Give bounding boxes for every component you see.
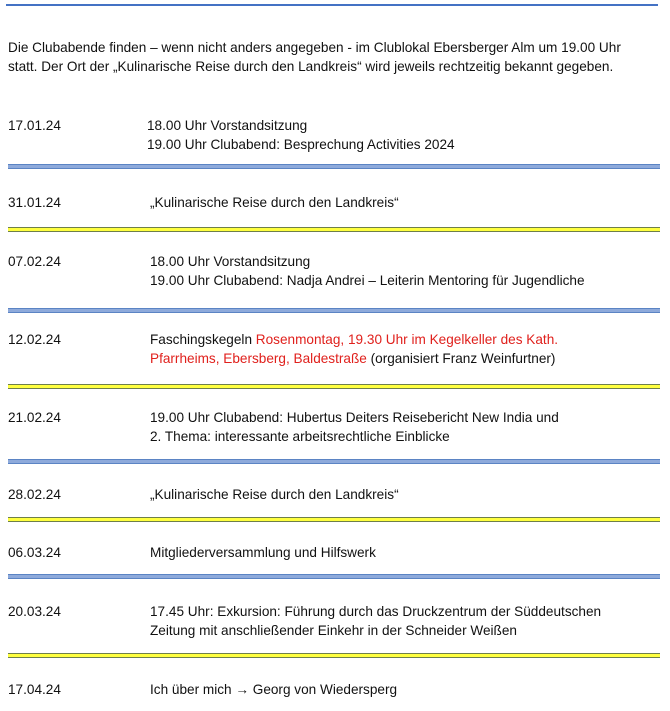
separator-blue bbox=[8, 574, 660, 579]
separator-yellow bbox=[8, 384, 660, 389]
event-line: 2. Thema: interessante arbeitsrechtliche Einblicke bbox=[150, 429, 450, 444]
event-text bbox=[147, 116, 652, 154]
event-text bbox=[150, 330, 655, 368]
event-line: Zeitung mit anschließender Einkehr in der Schneider Weißen bbox=[150, 623, 517, 638]
top-rule bbox=[6, 4, 658, 6]
separator-yellow bbox=[8, 227, 660, 232]
event-line: „Kulinarische Reise durch den Landkreis“ bbox=[150, 487, 399, 502]
event-text bbox=[150, 485, 655, 504]
event-text bbox=[150, 408, 655, 446]
event-text-suffix: (organisiert Franz Weinfurtner) bbox=[366, 351, 556, 366]
event-text-highlight: Pfarrheims, Ebersberg, Baldestraße bbox=[150, 351, 367, 366]
event-date: 07.02.24 bbox=[8, 254, 61, 269]
event-date: 31.01.24 bbox=[8, 195, 61, 210]
event-text-highlight: Rosenmontag, 19.30 Uhr im Kegelkeller des Kath. bbox=[255, 332, 559, 347]
event-text bbox=[150, 680, 655, 699]
event-line: „Kulinarische Reise durch den Landkreis“ bbox=[150, 195, 399, 210]
intro-paragraph: Die Clubabende finden – wenn nicht anders angegeben - im Clublokal Ebersberger Alm um 19.00 Uhr statt. Der Ort der „Kulinarische Reise durch den Landkreis“ wird jeweils rechtzeitig bekannt gegeben. bbox=[8, 40, 621, 74]
event-text bbox=[150, 252, 655, 290]
event-line: 18.00 Uhr Vorstandsitzung bbox=[150, 254, 311, 269]
event-date: 21.02.24 bbox=[8, 410, 61, 425]
separator-blue bbox=[8, 308, 660, 313]
separator-yellow bbox=[8, 653, 660, 658]
event-line: 18.00 Uhr Vorstandsitzung bbox=[147, 118, 308, 133]
event-line: 19.00 Uhr Clubabend: Besprechung Activities 2024 bbox=[147, 137, 455, 152]
event-line: Ich über mich → Georg von Wiedersperg bbox=[150, 682, 398, 697]
event-date: 17.01.24 bbox=[8, 118, 61, 133]
separator-blue bbox=[8, 164, 660, 169]
separator-blue bbox=[8, 459, 660, 464]
event-date: 17.04.24 bbox=[8, 682, 61, 697]
event-date: 20.03.24 bbox=[8, 604, 61, 619]
event-line: 19.00 Uhr Clubabend: Hubertus Deiters Reisebericht New India und bbox=[150, 410, 559, 425]
event-text bbox=[150, 602, 655, 640]
event-date: 12.02.24 bbox=[8, 332, 61, 347]
event-line: 19.00 Uhr Clubabend: Nadja Andrei – Leiterin Mentoring für Jugendliche bbox=[150, 273, 585, 288]
event-line: 17.45 Uhr: Exkursion: Führung durch das Druckzentrum der Süddeutschen bbox=[150, 604, 602, 619]
event-text bbox=[150, 543, 655, 562]
event-text bbox=[150, 193, 655, 212]
event-line: Mitgliederversammlung und Hilfswerk bbox=[150, 545, 376, 560]
event-date: 06.03.24 bbox=[8, 545, 61, 560]
event-date: 28.02.24 bbox=[8, 487, 61, 502]
separator-yellow bbox=[8, 517, 660, 522]
event-text-prefix: Faschingskegeln bbox=[150, 332, 256, 347]
